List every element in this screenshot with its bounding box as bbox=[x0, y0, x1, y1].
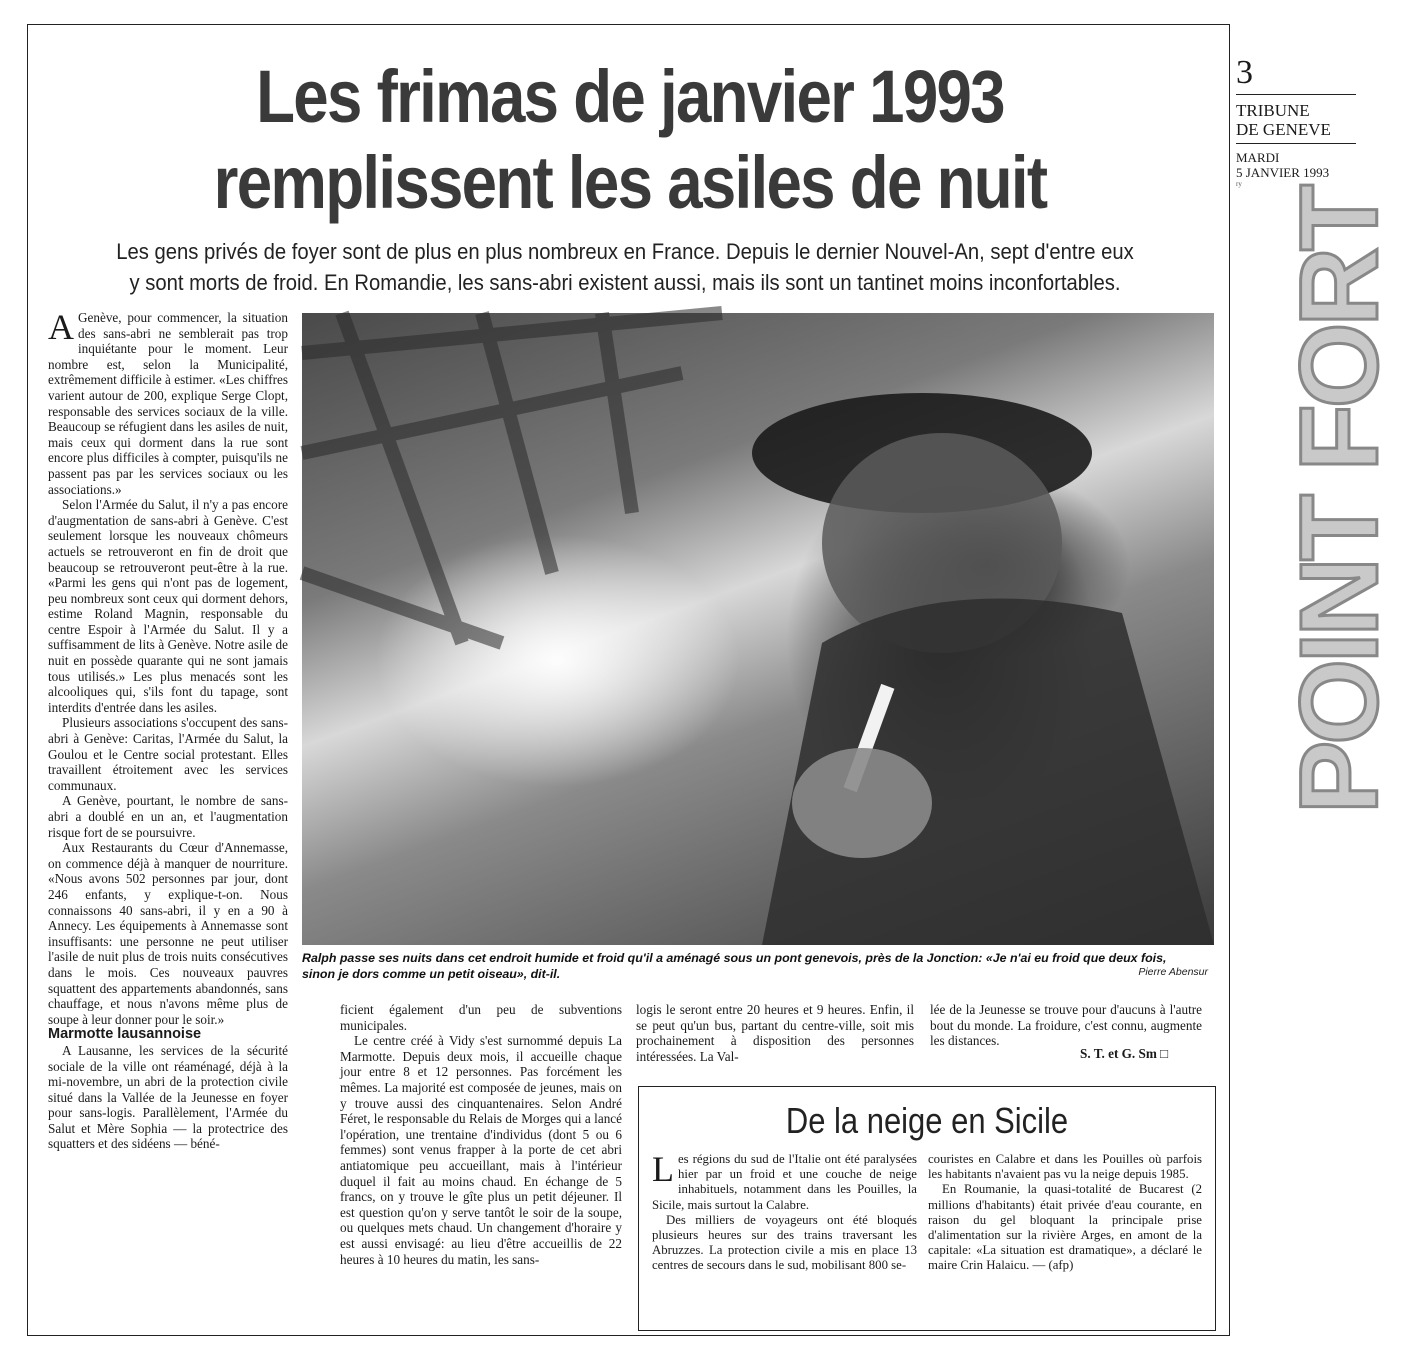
section-label: POINT FORT bbox=[1278, 187, 1401, 814]
article-paragraph: A Genève, pourtant, le nombre de sans-abri a doublé en un an, et l'augmentation risque fort de se poursuivre. bbox=[48, 793, 288, 840]
issue-day: MARDI bbox=[1236, 150, 1280, 165]
headline-line-1: Les frimas de janvier 1993 bbox=[256, 55, 1004, 138]
photo-illustration bbox=[302, 313, 1214, 945]
article-paragraph: A Genève, pour commencer, la situation des sans-abri ne semblerait pas trop inquiétante pour le moment. Leur nombre est, selon la Municipalité, extrêmement difficile à estimer. «Les chiffres varient autour de 200, explique Serge Clopt, responsable des services sociaux de la ville. Beaucoup se réfugient dans les asiles de nuit, mais ceux qui dorment dans la rue sont encore plus difficiles à compter, puisqu'ils ne passent pas par les services sociaux ou les associations.» bbox=[48, 307, 288, 497]
photo-credit: Pierre Abensur bbox=[1138, 966, 1208, 978]
box-title: De la neige en Sicile bbox=[785, 1100, 1069, 1141]
article-paragraph: Selon l'Armée du Salut, il n'y a pas encore d'augmentation de sans-abri à Genève. C'est seulement lorsque les nouveaux chômeurs actuels se retrouveront en fin de droit que beaucoup se retrouveront peut-être à la rue. «Parmi les gens qui n'ont pas de logement, peu nombreux sont ceux qui dorment dehors, estime Roland Magnin, responsable du centre Espoir à l'Armée du Salut. Il y a suffisamment de lits à Genève. Notre asile de nuit en possède quarante qui ne sont jamais tous utilisés.» Les plus menacés sont les alcooliques qui, s'ils font du tapage, sont interdits d'entrée dans les asiles. bbox=[48, 497, 288, 715]
page-number: 3 bbox=[1236, 54, 1253, 91]
paper-name-line-2: DE GENEVE bbox=[1236, 120, 1331, 139]
article-paragraph: ficient également d'un peu de subventions municipales. bbox=[340, 1002, 622, 1033]
box-paragraph: En Roumanie, la quasi-totalité de Bucarest (2 millions d'habitants) était privée d'eau courante, en raison du gel bloquant la principale prise d'alimentation sur la rivière Arges, en amont de la capitale: «La situation est dramatique», a déclaré le maire Crin Halaicu. — (afp) bbox=[928, 1182, 1202, 1273]
divider bbox=[1236, 143, 1356, 144]
article-column-2 bbox=[340, 1002, 622, 1267]
page-folio bbox=[1236, 56, 1348, 188]
article-column-3 bbox=[636, 1002, 914, 1064]
box-column-2 bbox=[928, 1152, 1202, 1274]
article-paragraph: lée de la Jeunesse se trouve pour d'aucuns à l'autre bout du monde. La froidure, c'est connu, augmente les distances. bbox=[930, 1002, 1202, 1049]
deck bbox=[96, 236, 1154, 298]
article-paragraph: Aux Restaurants du Cœur d'Annemasse, on commence déjà à manquer de nourriture. «Nous avons 502 personnes par jour, dont 246 enfants, y explique-t-on. Nous connaissons 40 sans-abri, il y en a 90 à Annecy. Les équipements à Annemasse sont insuffisants: une personne ne peut utiliser l'asile de nuit plus de trois nuits consécutives dans le mois. Ces nouveaux pauvres squattent des appartements abandonnés, sans chauffage, et nous n'avons même plus de soupe à leur donner pour le soir.» bbox=[48, 840, 288, 1027]
article-paragraph: Plusieurs associations s'occupent des sans-abri à Genève: Caritas, l'Armée du Salut, la Goulou et le Centre social protestant. Elles travaillent étroitement avec les services communaux. bbox=[48, 715, 288, 793]
article-column-4 bbox=[930, 1002, 1202, 1049]
divider bbox=[1236, 94, 1356, 95]
tiny-mark: ry bbox=[1236, 180, 1242, 188]
photo-caption: Ralph passe ses nuits dans cet endroit humide et froid qu'il a aménagé sous un pont genevois, près de la Jonction: «Je n'ai eu froid que deux fois, sinon je dors comme un petit oiseau», dit-il. bbox=[302, 951, 1167, 981]
headline-line-2: remplissent les asiles de nuit bbox=[213, 141, 1047, 224]
box-column-1 bbox=[652, 1149, 917, 1274]
article-paragraph: A Lausanne, les services de la sécurité sociale de la ville ont réaménagé, déjà à la mi-novembre, un abri de la protection civile situé dans la Vallée de la Jeunesse en foyer pour sans-logis. Parallèlement, l'Armée du Salut et Mère Sophia — la protectrice des squatters et des sidéens — béné- bbox=[48, 1042, 288, 1152]
subheading: Marmotte lausannoise bbox=[48, 1026, 202, 1043]
article-paragraph: Le centre créé à Vidy s'est surnommé depuis La Marmotte. Depuis deux mois, il accueille chaque jour entre 8 et 12 personnes. Pas forcément les mêmes. La majorité est composée de jeunes, mais on y trouve aussi des cinquantenaires. Selon André Féret, le responsable du Relais de Morges qui a lancé l'opération, une trentaine d'individus (dont 5 ou 6 femmes) sont venus frapper à la porte de cet abri antiatomique peu accueillant, mais à l'intérieur duquel il fait au moins chaud. En échange de 5 francs, on y trouve le gîte plus un petit déjeuner. Il est question qu'on y serve tantôt le soir de la soupe, ou quelques mets chaud. Un changement d'horaire y est aussi envisagé: au lieu d'être accueillis de 22 heures à 10 heures du matin, les sans- bbox=[340, 1033, 622, 1267]
signature: S. T. et G. Sm □ bbox=[1080, 1046, 1169, 1061]
drop-cap: L bbox=[652, 1149, 674, 1189]
paper-name-line-1: TRIBUNE bbox=[1236, 101, 1310, 120]
box-paragraph: Les régions du sud de l'Italie ont été paralysées hier par un froid et une couche de neige inhabituels, notamment dans les Pouilles, la Sicile, mais surtout la Calabre. bbox=[652, 1149, 917, 1212]
deck-line-1: Les gens privés de foyer sont de plus en plus nombreux en France. Depuis le dernier Nouvel-An, sept d'entre eux bbox=[116, 239, 1134, 264]
article-paragraph: logis le seront entre 20 heures et 9 heures. Enfin, il se peut qu'un bus, partant du centre-ville, soit mis prochainement à disposition des personnes intéressées. La Val- bbox=[636, 1002, 914, 1064]
box-paragraph: couristes en Calabre et dans les Pouilles où parfois les habitants n'avaient pas vu la neige depuis 1985. bbox=[928, 1152, 1202, 1182]
deck-line-2: y sont morts de froid. En Romandie, les sans-abri existent aussi, mais ils sont un tantinet moins inconfortables. bbox=[129, 270, 1121, 295]
photo-homeless-man bbox=[302, 313, 1214, 945]
drop-cap: A bbox=[48, 307, 74, 347]
box-paragraph: Des milliers de voyageurs ont été bloqués plusieurs heures sur des trains traversant les Abruzzes. La protection civile a mis en place 13 centres de secours dans le sud, mobilisant 800 se- bbox=[652, 1212, 917, 1273]
article-column-1 bbox=[48, 307, 288, 1152]
issue-date: 5 JANVIER 1993 bbox=[1236, 165, 1330, 180]
